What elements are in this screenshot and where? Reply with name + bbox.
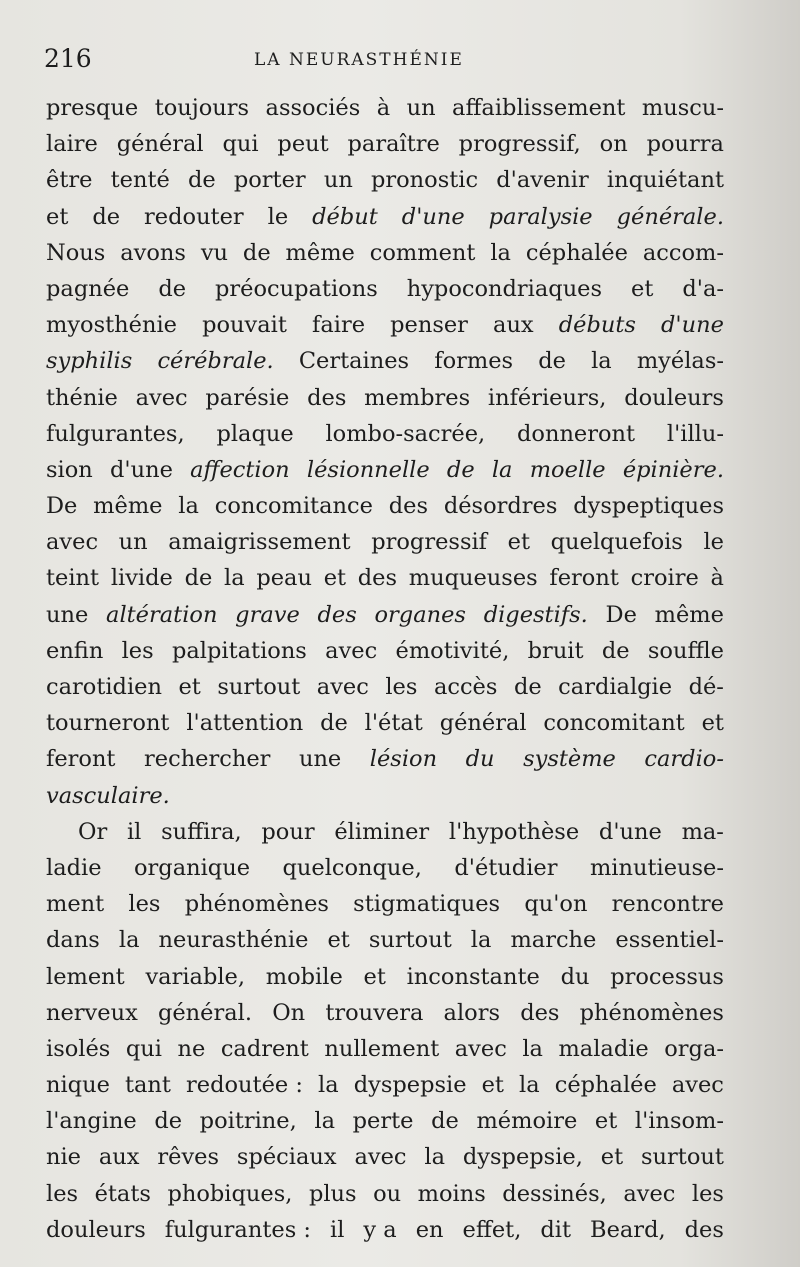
word: y a [363,1216,397,1243]
word: émotivité, [395,637,510,664]
word: dit [540,1216,572,1243]
word: stigmatiques [353,891,501,918]
word: de [538,348,566,375]
word: l'état [364,710,423,737]
text-line [46,1067,724,1103]
word: tourneront [46,710,170,737]
word: douleurs [46,1216,146,1243]
word: du [560,963,590,990]
word: suffira, [161,818,242,845]
word: teint [46,565,100,592]
word: de [154,1108,183,1135]
word: Certaines [298,348,410,375]
word: pour [261,818,315,845]
word: rechercher [144,746,271,773]
word: cardio- [644,746,724,773]
word: perte [352,1108,414,1135]
word: avec [46,529,99,556]
page-number: 216 [44,44,92,73]
word: ladie [46,854,102,881]
word: redoutée : [186,1072,303,1099]
text-line [46,1139,724,1175]
word: Or [78,818,108,845]
text-line [46,995,724,1031]
word: inconstante [406,963,540,990]
word: avec [325,637,378,664]
word: les [385,674,418,700]
word: et [507,529,530,556]
word: nique [46,1072,110,1099]
word: phénomènes [579,999,724,1026]
word: un [323,167,353,194]
word: peau [256,565,312,592]
body-text [46,90,724,1248]
word: le [267,203,289,230]
word: l'angine [46,1108,137,1135]
word: mémoire [476,1108,578,1135]
word: fulgurantes : [164,1216,311,1243]
word: parésie [205,384,290,411]
word: cérébrale. [157,348,274,375]
text-line [46,380,724,416]
word: tant [124,1072,171,1099]
word: Beard, [590,1216,666,1243]
word: trouvera [325,999,424,1026]
word: feront [549,565,619,592]
word: enfin [46,637,104,664]
word: membres [364,384,471,411]
word: l'illu- [666,420,724,447]
word: le [703,529,724,556]
word: l'attention [186,710,304,737]
word: De [605,601,637,628]
word: et [323,565,347,592]
word: quelquefois [550,529,683,556]
word: la [314,1108,336,1135]
word: des [684,1216,724,1243]
word: être [46,167,93,194]
text-line [46,1031,724,1067]
word: épinière. [622,456,724,483]
word: de [184,565,213,592]
word: dessinés, [502,1180,607,1207]
word: cardialgie [558,674,673,700]
text-line [46,597,724,633]
word: vasculaire. [46,782,170,809]
word: cadrent [220,1035,309,1062]
word: thénie [46,384,118,411]
word: ma- [681,818,724,845]
word: ne [177,1035,206,1062]
word: hypocondriaques [406,275,603,302]
word: moelle [529,456,606,483]
word: une [298,746,342,773]
text-line [46,235,724,271]
word: d'une [110,456,173,483]
text-line [46,741,724,777]
word: du [465,746,495,773]
text-line [46,959,724,995]
word: effet, [462,1216,522,1243]
text-line [46,922,724,958]
word: moins [417,1180,486,1207]
word: nullement [324,1035,440,1062]
word: surtout [368,927,452,954]
word: inférieurs, [487,384,607,411]
word: dé- [688,674,724,700]
word: général [439,710,527,737]
text-line [46,633,724,669]
word: et [481,1072,504,1099]
word: la [178,493,199,520]
text-line [46,343,724,379]
text-line [46,126,724,162]
word: et [600,1144,624,1171]
word: système [523,746,616,773]
word: douleurs [624,384,724,411]
word: altération [106,601,218,628]
text-line [46,778,724,814]
word: accès [433,674,498,700]
word: maladie [558,1035,649,1062]
word: orga- [664,1035,724,1062]
word: poitrine, [199,1108,297,1135]
word: variable, [145,963,246,990]
text-line [46,488,724,524]
word: des [388,493,428,520]
word: avec [316,674,369,700]
word: de [158,275,187,302]
word: d'a- [682,275,724,302]
word: on [599,131,628,158]
word: Nous [46,239,106,266]
word: sion [46,456,93,483]
word: syphilis [46,348,133,375]
text-line [46,886,724,922]
word: feront [46,746,116,773]
word: avons [120,239,186,266]
word: ou [373,1180,402,1207]
word: processus [610,963,724,990]
text-line [46,90,724,126]
text-line [46,560,724,596]
word: rêves [157,1144,220,1171]
word: isolés [46,1035,111,1062]
word: avec [671,1072,724,1099]
text-line [46,271,724,307]
word: à [710,565,724,592]
word: et [701,710,724,737]
word: concomitant [543,710,685,737]
word: général [116,131,204,158]
word: laire [46,131,98,158]
word: carotidien [46,674,162,700]
word: préocupations [215,275,378,302]
word: dans [46,927,100,954]
word: la [470,927,492,954]
word: les [691,1180,724,1207]
word: d'étudier [454,854,558,881]
word: organes [374,601,466,628]
word: ment [46,891,105,918]
word: et [327,927,350,954]
word: toujours [154,95,250,121]
word: même [93,493,163,520]
text-line [46,452,724,488]
word: les [46,1180,79,1207]
word: et [46,203,69,230]
word: essentiel- [615,927,724,954]
word: aux [493,312,534,339]
word: donneront [517,420,636,447]
word: les [121,637,154,664]
word: presque [46,95,139,121]
word: des [357,565,398,592]
word: dyspepsie, [462,1144,583,1171]
text-line [46,1212,724,1248]
word: associés [265,95,361,121]
word: de [320,710,348,737]
word: concomitance [214,493,373,520]
word: faire [312,312,366,339]
word: redouter [144,203,244,230]
text-line [46,1103,724,1139]
word: de [242,239,271,266]
word: inquiétant [606,167,724,194]
word: et [631,275,654,302]
word: d'une [401,203,465,230]
word: neurasthénie [158,927,309,954]
word: progressif, [458,131,581,158]
text-line [46,705,724,741]
word: spéciaux [236,1144,337,1171]
word: phobiques, [167,1180,293,1207]
word: plaque [216,420,294,447]
word: désordres [443,493,558,520]
word: tenté [110,167,170,194]
word: la [591,348,612,375]
word: des [520,999,560,1026]
word: de [446,456,475,483]
word: paralysie [488,203,593,230]
text-line [46,814,724,850]
word: même [654,601,724,628]
text-line [46,416,724,452]
word: de [513,674,542,700]
word: accom- [642,239,724,266]
word: dyspeptiques [573,493,724,520]
word: et [363,963,386,990]
word: grave [235,601,300,628]
word: paraître [347,131,440,158]
word: l'hypothèse [448,818,580,845]
word: souffle [647,637,724,664]
word: digestifs. [483,601,588,628]
word: affection [190,456,290,483]
word: de [187,167,216,194]
word: lésionnelle [306,456,430,483]
word: fulgurantes, [46,420,185,447]
word: myélas- [636,348,724,375]
text-line [46,850,724,886]
word: livide [110,565,173,592]
word: organique [134,854,251,881]
word: myosthénie [46,312,177,339]
page-header [44,44,724,74]
word: début [312,203,378,230]
word: lésion [369,746,438,773]
word: de [92,203,121,230]
word: éliminer [334,818,430,845]
word: d'une [661,312,724,339]
word: qui [222,131,259,158]
word: qu'on [524,891,588,918]
word: la [118,927,140,954]
word: On [272,999,306,1026]
word: les [128,891,161,918]
running-title: LA NEURASTHÉNIE [254,50,464,70]
word: l'insom- [634,1108,724,1135]
word: avec [135,384,188,411]
text-line [46,524,724,560]
word: plus [308,1180,357,1207]
word: dyspepsie [353,1072,467,1099]
word: et [594,1108,618,1135]
word: il [126,818,142,845]
word: peut [277,131,329,158]
word: d'une [598,818,662,845]
text-line [46,307,724,343]
word: minutieuse- [589,854,724,881]
word: d'avenir [496,167,589,194]
word: la [519,1072,540,1099]
word: surtout [640,1144,724,1171]
text-line [46,199,724,235]
word: une [46,601,89,628]
word: la [424,1144,445,1171]
word: la [522,1035,543,1062]
word: croire [630,565,699,592]
word: mobile [265,963,343,990]
word: quelconque, [282,854,422,881]
word: nie [46,1144,82,1171]
word: général. [157,999,253,1026]
word: la [224,565,245,592]
word: pagnée [46,275,130,302]
word: progressif [371,529,488,556]
word: qui [125,1035,162,1062]
word: nerveux [46,999,138,1026]
word: phénomènes [184,891,329,918]
word: en [415,1216,444,1243]
word: lombo-sacrée, [325,420,486,447]
word: palpitations [171,637,307,664]
word: comment [369,239,476,266]
word: bruit [527,637,584,664]
word: à [376,95,391,121]
word: surtout [217,674,301,700]
text-line [46,162,724,198]
word: de [431,1108,459,1135]
word: même [285,239,355,266]
word: aux [98,1144,140,1171]
word: affaiblissement [452,95,626,121]
word: De [46,493,78,520]
word: générale. [616,203,724,230]
word: états [94,1180,151,1207]
word: céphalée [554,1072,657,1099]
word: avec [354,1144,407,1171]
word: de [601,637,630,664]
word: rencontre [611,891,724,918]
word: un [118,529,148,556]
word: la [490,239,511,266]
word: pronostic [370,167,479,194]
word: céphalée [525,239,628,266]
word: pouvait [202,312,287,339]
word: la [318,1072,339,1099]
text-line [46,1176,724,1212]
word: des [307,384,347,411]
word: vu [200,239,229,266]
word: pourra [646,131,724,158]
text-line [46,669,724,705]
word: débuts [558,312,636,339]
word: amaigrissement [168,529,351,556]
word: lement [46,963,125,990]
word: il [330,1216,345,1243]
word: marche [510,927,597,954]
word: porter [233,167,306,194]
word: formes [434,348,514,375]
word: penser [390,312,468,339]
word: muscu- [641,95,724,121]
word: un [406,95,436,121]
word: avec [454,1035,507,1062]
word: des [317,601,357,628]
word: alors [443,999,501,1026]
word: muqueuses [408,565,538,592]
word: la [491,456,513,483]
word: et [178,674,201,700]
word: avec [623,1180,676,1207]
